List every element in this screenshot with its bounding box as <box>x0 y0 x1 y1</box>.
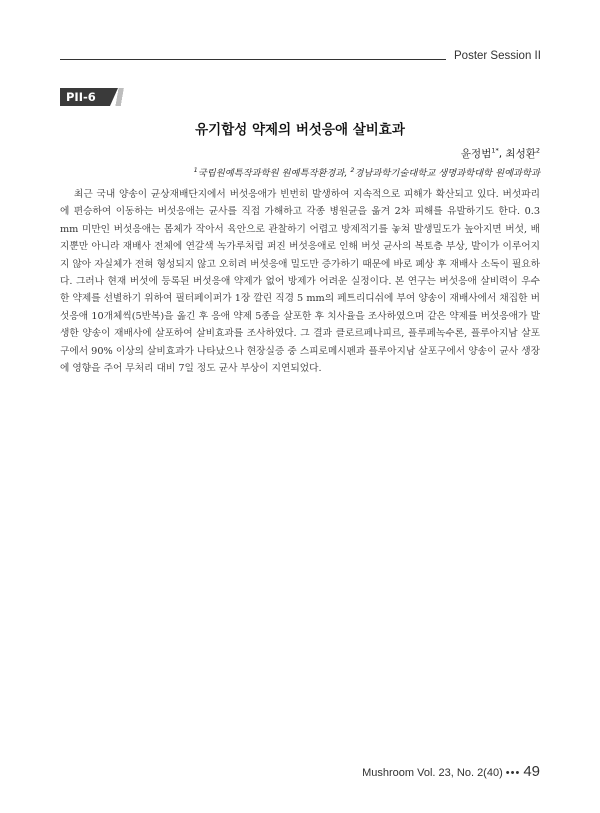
page-number: 49 <box>523 763 540 780</box>
author-name: 윤정범 <box>460 148 492 160</box>
page-footer <box>362 763 540 781</box>
affiliation-text: 국립원예특작과학원 원예특작환경과, <box>197 168 348 179</box>
poster-code: PII-6 <box>66 90 96 104</box>
author-sup: 2 <box>535 146 540 155</box>
affiliation-text: 경남과학기술대학교 생명과학대학 원예과학과 <box>354 168 540 179</box>
author-name: 최성환 <box>505 148 536 160</box>
paper-title: 유기합성 약제의 버섯응애 살비효과 <box>195 122 405 138</box>
footer-dots: ••• <box>505 767 521 779</box>
header-rule <box>60 59 446 60</box>
affiliation-sup: 1 <box>193 165 198 174</box>
author-line <box>461 146 540 161</box>
author-sup: 1* <box>491 146 499 155</box>
affiliation-sup: 2 <box>350 165 355 174</box>
session-label: Poster Session II <box>454 50 541 62</box>
affiliation-line <box>194 165 540 179</box>
author-separator: , <box>498 148 506 160</box>
journal-citation: Mushroom Vol. 23, No. 2(40) <box>362 767 503 779</box>
poster-code-badge <box>60 88 124 106</box>
abstract-body: 최근 국내 양송이 균상재배단지에서 버섯응애가 빈번히 발생하여 지속적으로 피해가 확산되고 있다. 버섯파리에 편승하여 이동하는 버섯응애는 균사를 직접 가해하고 각종 병원균을 옮겨 2차 피해를 유발하기도 한다. 0.3 mm 미만인 버섯응애는 몸체가 작아서 육안으로 관찰하기 어렵고 방제적기를 놓쳐 발생밀도가 높아지면 버섯, 배지뿐만 아니라 재배사 전체에 연갈색 녹가루처럼 퍼진 버섯응애로 인해 버섯 균사의 복토층 부상, 발이가 이루어지지 않아 자실체가 전혀 형성되지 않고 오히려 버섯응애 밀도만 증가하기 때문에 바로 폐상 후 재배사 소독이 필요하다. 그러나 현재 버섯에 등록된 버섯응애 약제가 없어 방제가 어려운 실정이다. 본 연구는 버섯응애 살비력이 우수한 약제를 선별하기 위하여 필터페이퍼가 1장 깔린 직경 5 mm의 페트리디쉬에 부여 양송이 재배사에서 채집한 버섯응애 10개체씩(5반복)을 옮긴 후 응애 약제 5종을 살포한 후 치사율을 조사하였으며 같은 약제를 버섯응애가 발생한 양송이 재배사에 살포하여 살비효과를 조사하였다. 그 결과 클로르페나피르, 플루페녹수론, 플루아지남 살포구에서 90% 이상의 살비효과가 나타났으나 현장실증 중 스피로메시펜과 플루아지남 살포구에서 양송이 균사 생장에 영향을 주어 무처리 대비 7일 정도 균사 부상이 지연되었다. <box>60 189 540 375</box>
